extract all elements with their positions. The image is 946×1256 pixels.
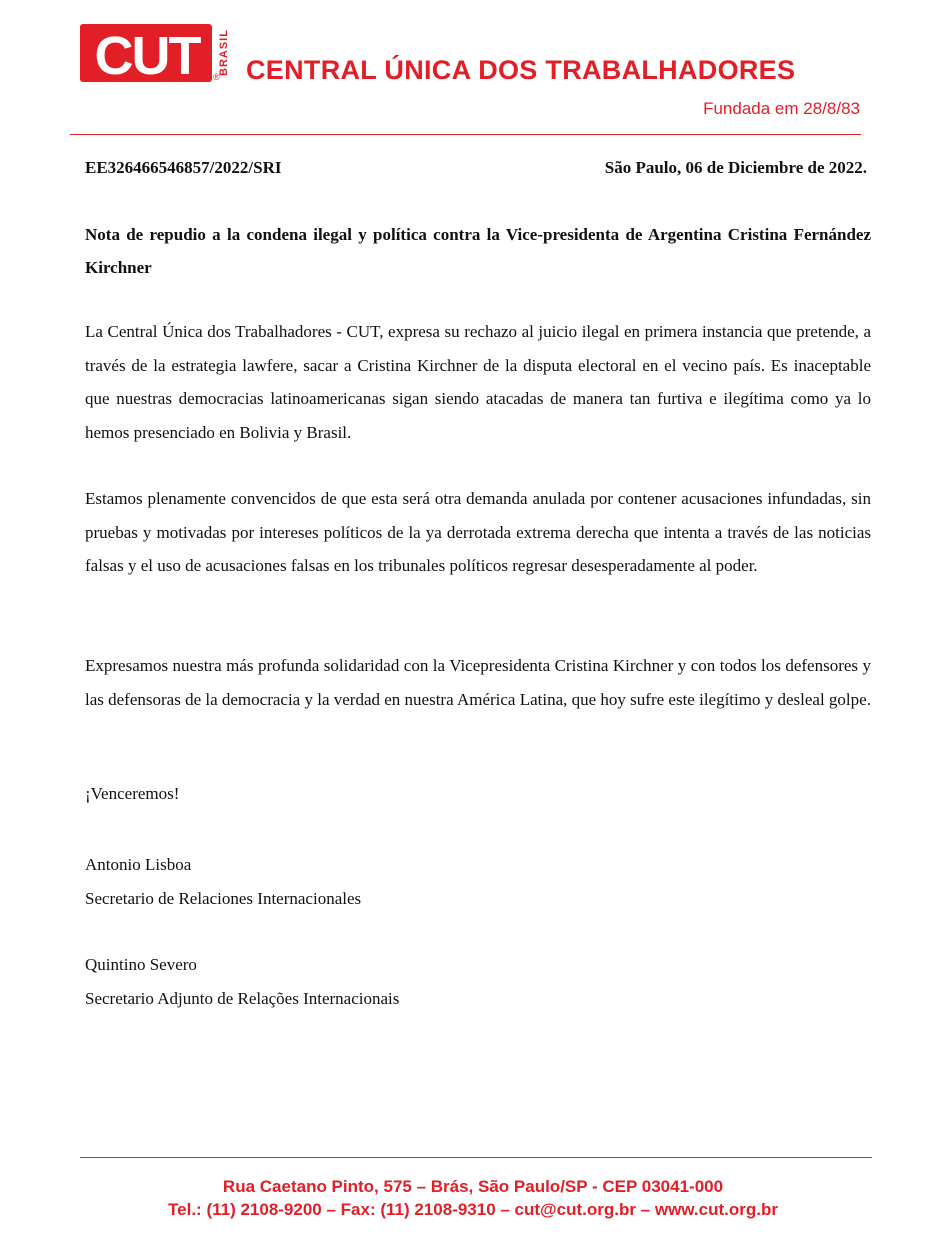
founded-date: Fundada em 28/8/83 (703, 99, 860, 118)
signatory-name: Quintino Severo (85, 955, 197, 974)
paragraph-1: La Central Única dos Trabalhadores - CUT, expresa su rechazo al juicio ilegal en primera instancia que pretende, a través de la estrategia lawfere, sacar a Cristina Kirchner de la disputa electoral en el vecino país. Es inaceptable que nuestras democracias latinoamericanas sigan siendo atacadas de manera tan furtiva e ilegítima como ya lo hemos presenciado en Bolivia y Brasil. (85, 322, 871, 442)
signatory-1 (85, 848, 361, 915)
header-divider (70, 134, 861, 135)
logo-box (80, 24, 212, 86)
place-date: São Paulo, 06 de Diciembre de 2022. (604, 158, 867, 177)
paragraph-2: Estamos plenamente convencidos de que esta será otra demanda anulada por contener acusaciones infundadas, sin pruebas y motivadas por intereses políticos de la ya derrotada extrema derecha que intenta a través de las noticias falsas y el uso de acusaciones falsas en los tribunales políticos regresar desesperadamente al poder. (85, 489, 871, 575)
signatory-2 (85, 948, 399, 1015)
logo-text: CUT (94, 26, 200, 86)
signatory-role: Secretario Adjunto de Relações Internacionais (85, 988, 400, 1008)
reference-line (85, 158, 867, 178)
footer-contact: Tel.: (11) 2108-9200 – Fax: (11) 2108-9310 – cut@cut.org.br – www.cut.org.br (168, 1200, 778, 1219)
letter-title: Nota de repudio a la condena ilegal y política contra la Vice-presidenta de Argentina Cristina Fernández Kirchner (85, 225, 871, 277)
closing: ¡Venceremos! (85, 784, 180, 803)
reference-number: EE326466546857/2022/SRI (85, 158, 282, 177)
organization-name: CENTRAL ÚNICA DOS TRABALHADORES (246, 55, 796, 85)
logo-registered-mark: ® (213, 72, 220, 82)
paragraph-3: Expresamos nuestra más profunda solidaridad con la Vicepresidenta Cristina Kirchner y con todos los defensores y las defensoras de la democracia y la verdad en nuestra América Latina, que hoy sufre este ilegítimo y desleal golpe. (85, 656, 871, 709)
signatory-name: Antonio Lisboa (85, 855, 192, 874)
footer-divider (80, 1157, 872, 1158)
footer-address: Rua Caetano Pinto, 575 – Brás, São Paulo/SP - CEP 03041-000 (222, 1177, 724, 1196)
logo-country: BRASIL (218, 29, 230, 77)
cut-logo (80, 20, 240, 84)
signatory-role: Secretario de Relaciones Internacionales (85, 888, 362, 908)
